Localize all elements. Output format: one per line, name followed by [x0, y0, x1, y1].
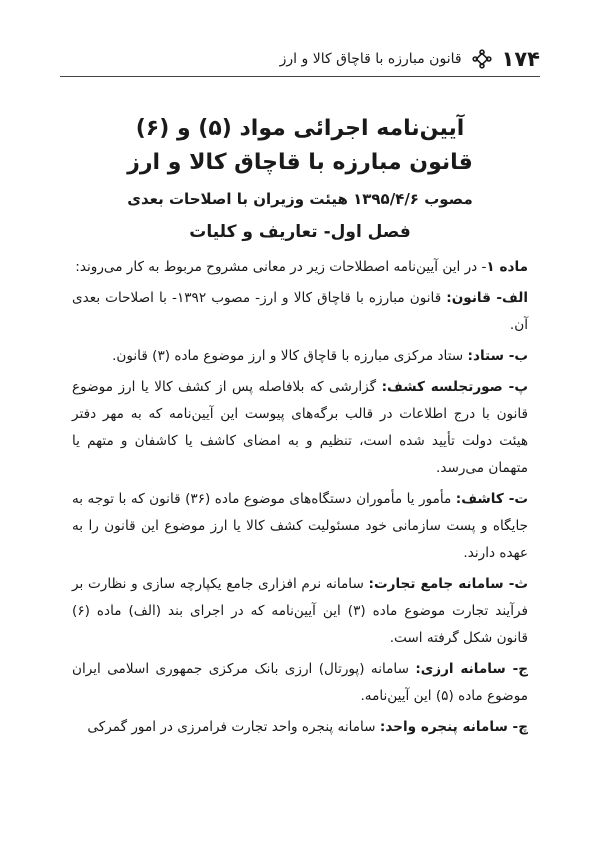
title-line-1: آیین‌نامه اجرائی مواد (۵) و (۶): [135, 116, 465, 141]
paragraph-text: سامانه پنجره واحد تجارت فرامرزی در امور گمرکی: [87, 719, 380, 735]
paragraph-text: قانون مبارزه با قاچاق کالا و ارز- مصوب ۱۳۹۲- با اصلاحات بعدی آن.: [72, 290, 528, 333]
paragraph-definition-alef: [72, 285, 528, 339]
document-title: [72, 112, 528, 180]
document-subtitle: مصوب ۱۳۹۵/۴/۶ هیئت وزیران با اصلاحات بعدی: [127, 190, 473, 208]
chapter-heading: فصل اول- تعاریف و کلیات: [189, 222, 411, 242]
paragraph-definition-be: [72, 343, 528, 370]
running-title: قانون مبارزه با قاچاق کالا و ارز: [279, 51, 462, 67]
diamond-knot-icon: [472, 49, 492, 69]
page-content: [72, 112, 528, 745]
paragraph-term: چ- سامانه پنجره واحد:: [379, 719, 528, 735]
paragraph-term: ماده ۱: [486, 259, 528, 275]
paragraph-text: گزارشی که بلافاصله پس از کشف کالا یا ارز موضوع قانون با درج اطلاعات در قالب برگه‌های پیوست این آیین‌نامه که به مهر دفتر هیئت دولت تأیید شده است، تنظیم و به امضای کاشف یا کاشفان و متهم یا متهمان می‌رسد.: [72, 379, 528, 476]
paragraph-text: - در این آیین‌نامه اصطلاحات زیر در معانی مشروح مربوط به کار می‌روند:: [75, 259, 487, 275]
paragraph-term: الف- قانون:: [446, 290, 529, 306]
paragraph-term: ج- سامانه ارزی:: [415, 661, 529, 677]
title-line-2: قانون مبارزه با قاچاق کالا و ارز: [127, 150, 473, 175]
paragraph-text: سامانه (پورتال) ارزی بانک مرکزی جمهوری اسلامی ایران موضوع ماده (۵) این آیین‌نامه.: [72, 661, 528, 704]
paragraph-text: مأمور یا مأموران دستگاه‌های موضوع ماده (۳۶) قانون که با توجه به جایگاه و پست سازمانی خود مسئولیت کشف کالا یا ارز موضوع این قانون را به عهده دارند.: [72, 491, 528, 561]
paragraph-term: ث- سامانه جامع تجارت:: [368, 576, 528, 592]
paragraph-article-1: [72, 254, 528, 281]
paragraph-definition-che: [72, 714, 528, 741]
paragraph-definition-te: [72, 486, 528, 567]
paragraph-term: پ- صورتجلسه کشف:: [381, 379, 528, 395]
paragraph-text: سامانه نرم افزاری جامع یکپارچه سازی و نظارت بر فرآیند تجارت موضوع ماده (۳) این آیین‌نامه که در اجرای بند (الف) ماده (۶) قانون شکل گرفته است.: [72, 576, 528, 646]
paragraph-text: ستاد مرکزی مبارزه با قاچاق کالا و ارز موضوع ماده (۳) قانون.: [112, 348, 468, 364]
paragraph-term: ت- کاشف:: [455, 491, 528, 507]
paragraph-definition-jim: [72, 656, 528, 710]
page-number: ۱۷۴: [501, 47, 540, 71]
paragraph-definition-pe: [72, 374, 528, 482]
page-header: [60, 42, 540, 77]
paragraph-definition-se: [72, 571, 528, 652]
paragraph-term: ب- ستاد:: [467, 348, 528, 364]
